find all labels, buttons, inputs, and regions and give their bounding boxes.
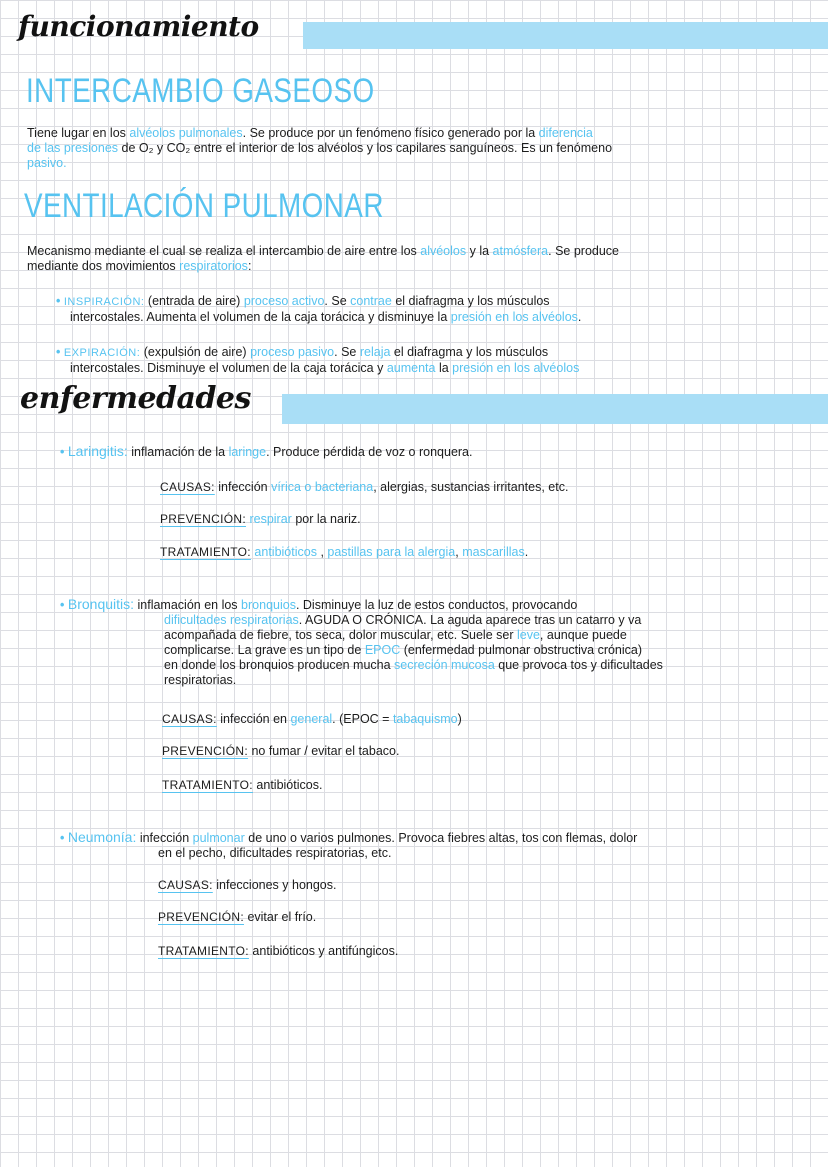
bullet-dot-icon: •: [60, 445, 65, 459]
bullet-dot-icon: •: [60, 598, 65, 612]
laringitis-item: • Laringitis: inflamación de la laringe. Produce pérdida de voz o ronquera.: [60, 443, 473, 459]
neumonia-prevencion: PREVENCIÓN: evitar el frío.: [158, 910, 317, 924]
title-highlight-bar: [303, 22, 828, 49]
title-highlight-bar: [282, 394, 828, 424]
ventilacion-paragraph: Mecanismo mediante el cual se realiza el intercambio de aire entre los alvéolos y la atmósfera. Se produce mediante dos movimientos respiratorios:: [27, 244, 620, 273]
section-title-funcionamiento: funcionamiento: [18, 10, 259, 43]
laringitis-tratamiento: TRATAMIENTO: antibióticos , pastillas para la alergia, mascarillas.: [160, 545, 529, 559]
bullet-dot-icon: •: [56, 294, 61, 308]
heading-ventilacion-pulmonar: VENTILACIÓN PULMONAR: [24, 187, 384, 225]
bullet-dot-icon: •: [60, 831, 65, 845]
neumonia-item: • Neumonía: infección pulmonar de uno o varios pulmones. Provoca fiebres altas, tos con flemas, dolor en el pecho, dificultades respiratorias, etc.: [60, 829, 638, 860]
bronquitis-causas: CAUSAS: infección en general. (EPOC = tabaquismo): [162, 712, 462, 726]
intercambio-paragraph: Tiene lugar en los alvéolos pulmonales. Se produce por un fenómeno físico generado por la diferencia de las presiones de O₂ y CO₂ entre el interior de los alvéolos y los capilares sanguíneos. Es un fenómeno pasivo.: [27, 126, 613, 170]
bronquitis-prevencion: PREVENCIÓN: no fumar / evitar el tabaco.: [162, 744, 400, 758]
laringitis-causas: CAUSAS: infección vírica o bacteriana, alergias, sustancias irritantes, etc.: [160, 480, 569, 494]
neumonia-causas: CAUSAS: infecciones y hongos.: [158, 878, 337, 892]
expiracion-item: • EXPIRACIÓN: (expulsión de aire) proceso pasivo. Se relaja el diafragma y los músculos intercostales. Disminuye el volumen de la caja torácica y aumenta la presión en los alvéolos: [56, 345, 580, 375]
neumonia-tratamiento: TRATAMIENTO: antibióticos y antifúngicos.: [158, 944, 399, 958]
inspiracion-item: • INSPIRACIÓN: (entrada de aire) proceso activo. Se contrae el diafragma y los músculos intercostales. Aumenta el volumen de la caja torácica y disminuye la presión en los alvéolos.: [56, 294, 582, 324]
laringitis-prevencion: PREVENCIÓN: respirar por la nariz.: [160, 512, 361, 526]
bullet-dot-icon: •: [56, 345, 61, 359]
bronquitis-item: • Bronquitis: inflamación en los bronquios. Disminuye la luz de estos conductos, provocando dificultades respiratorias. AGUDA O CRÓNICA. La aguda aparece tras un catarro y va acompañada de fiebre, tos seca, dolor muscular, etc. Suele ser leve, aunque puede complicarse. La grave es un tipo de EPOC (enfermedad pulmonar obstructiva crónica) en donde los bronquios producen mucha secreción mucosa que provoca tos y dificultades respiratorias.: [60, 596, 663, 687]
heading-intercambio-gaseoso: INTERCAMBIO GASEOSO: [26, 72, 375, 110]
section-title-enfermedades: enfermedades: [20, 381, 251, 416]
bronquitis-tratamiento: TRATAMIENTO: antibióticos.: [162, 778, 323, 792]
